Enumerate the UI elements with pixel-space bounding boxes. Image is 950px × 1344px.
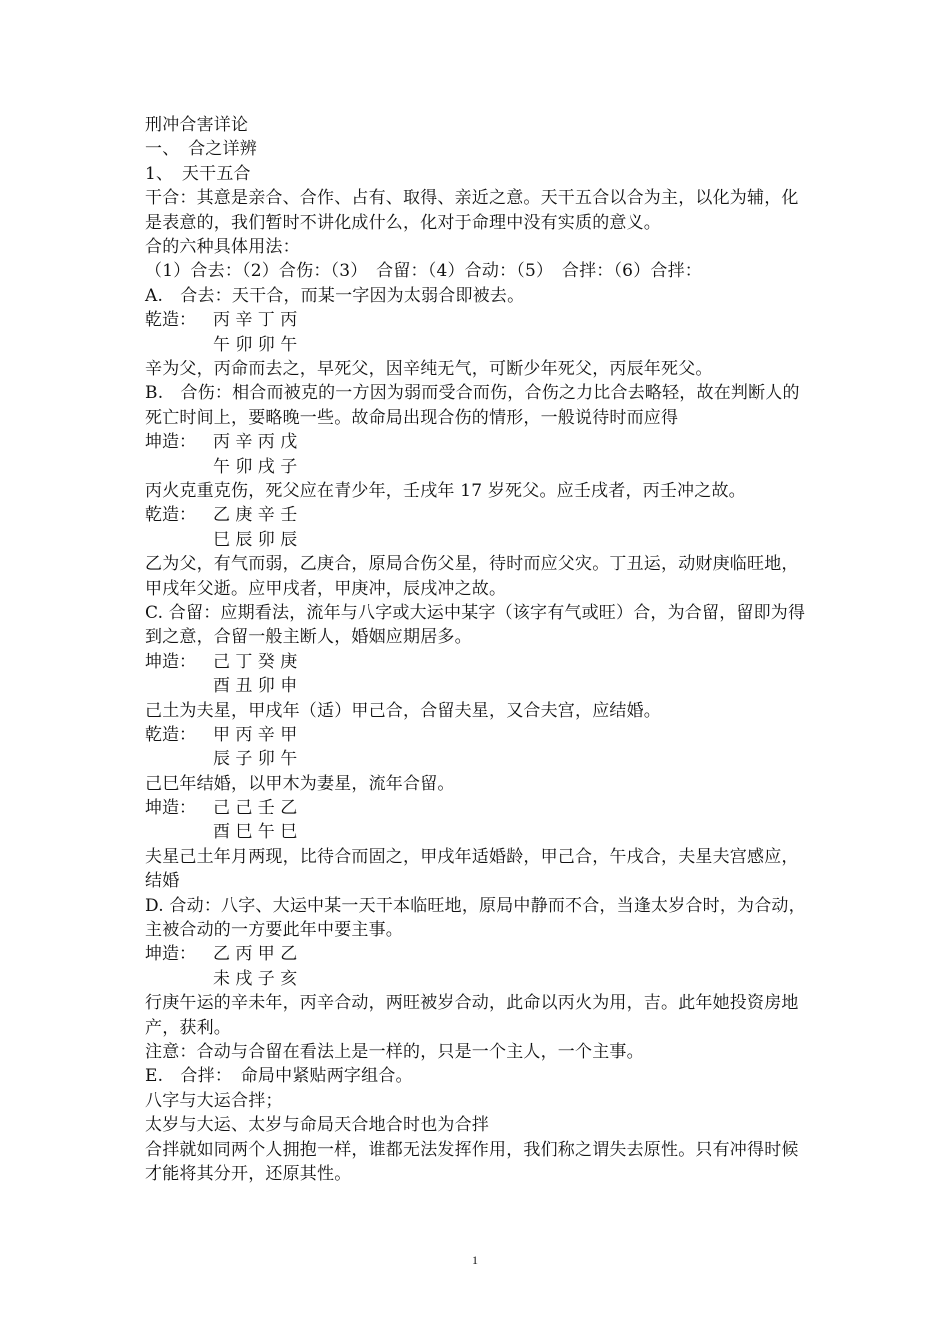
document-page xyxy=(145,113,810,1186)
item-c-title: C. 合留：应期看法，流年与八字或大运中某字（该字有气或旺）合，为合留，留即为得到之意，合留一般主断人，婚姻应期居多。 xyxy=(145,602,806,648)
chart-label: 乾造： xyxy=(145,310,196,331)
item-e-line-3: 合拌就如同两个人拥抱一样，谁都无法发挥作用，我们称之谓失去原性。只有冲得时候才能将其分开，还原其性。 xyxy=(145,1139,799,1185)
chart-7-note: 行庚午运的辛未年，丙辛合动，两旺被岁合动，此命以丙火为用，吉。此年她投资房地产，获利。 xyxy=(145,993,799,1038)
item-e-line-1: 八字与大运合拌； xyxy=(145,1090,283,1111)
chart-7-stems-row xyxy=(145,942,810,966)
chart-6-branches-row xyxy=(145,820,810,844)
subsection-heading: 1、 天干五合 xyxy=(145,163,251,184)
section-heading: 一、 合之详辨 xyxy=(145,139,257,160)
chart-branches: 午 卯 戌 子 xyxy=(213,456,298,477)
chart-branches: 午 卯 卯 午 xyxy=(213,334,298,355)
chart-2-stems-row xyxy=(145,430,810,454)
chart-label: 坤造： xyxy=(145,651,196,672)
chart-2-branches-row xyxy=(145,455,810,479)
chart-branches: 酉 巳 午 巳 xyxy=(213,822,298,843)
chart-5-note: 己巳年结婚，以甲木为妻星，流年合留。 xyxy=(145,773,455,794)
chart-label: 坤造： xyxy=(145,944,196,965)
chart-label: 乾造： xyxy=(145,724,196,745)
chart-3-stems-row xyxy=(145,503,810,527)
chart-7-branches-row xyxy=(145,967,810,991)
item-a-title: A. 合去：天干合，而某一字因为太弱合即被去。 xyxy=(145,285,525,306)
chart-label: 坤造： xyxy=(145,798,196,819)
item-e-title: E. 合拌： 命局中紧贴两字组合。 xyxy=(145,1066,413,1087)
chart-stems: 乙 庚 辛 壬 xyxy=(213,505,298,526)
chart-stems: 己 己 壬 乙 xyxy=(213,798,298,819)
chart-branches: 酉 丑 卯 申 xyxy=(213,676,298,697)
chart-label: 坤造： xyxy=(145,432,196,453)
chart-4-stems-row xyxy=(145,650,810,674)
item-e-line-2: 太岁与大运、太岁与命局天合地合时也为合拌 xyxy=(145,1115,489,1136)
paragraph-gan-he: 干合：其意是亲合、合作、占有、取得、亲近之意。天干五合以合为主，以化为辅，化是表意的，我们暂时不讲化成什么，化对于命理中没有实质的意义。 xyxy=(145,188,799,233)
chart-4-branches-row xyxy=(145,674,810,698)
chart-5-branches-row xyxy=(145,747,810,771)
chart-branches: 辰 子 卯 午 xyxy=(213,749,298,770)
chart-3-branches-row xyxy=(145,528,810,552)
page-number: 1 xyxy=(472,1253,478,1267)
chart-stems: 丙 辛 丙 戊 xyxy=(213,432,298,453)
chart-branches: 未 戌 子 亥 xyxy=(213,968,298,989)
chart-2-note: 丙火克重克伤，死父应在青少年，壬戌年 17 岁死父。应壬戌者，丙壬冲之故。 xyxy=(145,480,746,501)
chart-4-note: 己土为夫星，甲戌年（适）甲己合，合留夫星，又合夫宫，应结婚。 xyxy=(145,700,661,721)
chart-3-note: 乙为父，有气而弱，乙庚合，原局合伤父星，待时而应父灾。丁丑运，动财庚临旺地，甲戌年父逝。应甲戌者，甲庚冲，辰戌冲之故。 xyxy=(145,554,799,599)
usage-title: 合的六种具体用法： xyxy=(145,236,300,257)
chart-1-note: 辛为父，丙命而去之，早死父，因辛纯无气，可断少年死父，丙辰年死父。 xyxy=(145,358,713,379)
document-title: 刑冲合害详论 xyxy=(145,115,249,135)
chart-1-stems-row xyxy=(145,308,810,332)
chart-branches: 巳 辰 卯 辰 xyxy=(213,529,298,550)
chart-1-branches-row xyxy=(145,333,810,357)
chart-stems: 乙 丙 甲 乙 xyxy=(213,944,298,965)
chart-5-stems-row xyxy=(145,723,810,747)
chart-stems: 丙 辛 丁 丙 xyxy=(213,310,298,331)
chart-stems: 己 丁 癸 庚 xyxy=(213,651,298,672)
item-d-title: D. 合动：八字、大运中某一天干本临旺地，原局中静而不合，当逢太岁合时，为合动，主被合动的一方要此年中要主事。 xyxy=(145,895,806,941)
chart-6-stems-row xyxy=(145,796,810,820)
chart-label: 乾造： xyxy=(145,505,196,526)
item-b-title: B. 合伤：相合而被克的一方因为弱而受合而伤，合伤之力比合去略轻，故在判断人的死亡时间上，要略晚一些。故命局出现合伤的情形，一般说待时而应得 xyxy=(145,383,800,428)
note-line: 注意：合动与合留在看法上是一样的，只是一个主人，一个主事。 xyxy=(145,1042,644,1063)
chart-stems: 甲 丙 辛 甲 xyxy=(213,724,298,745)
chart-6-note: 夫星己土年月两现，比待合而固之，甲戌年适婚龄，甲己合，午戌合，夫星夫宫感应，结婚 xyxy=(145,846,799,892)
usage-list: （1）合去：（2）合伤：（3） 合留：（4）合动：（5） 合拌：（6）合拌： xyxy=(145,261,702,282)
